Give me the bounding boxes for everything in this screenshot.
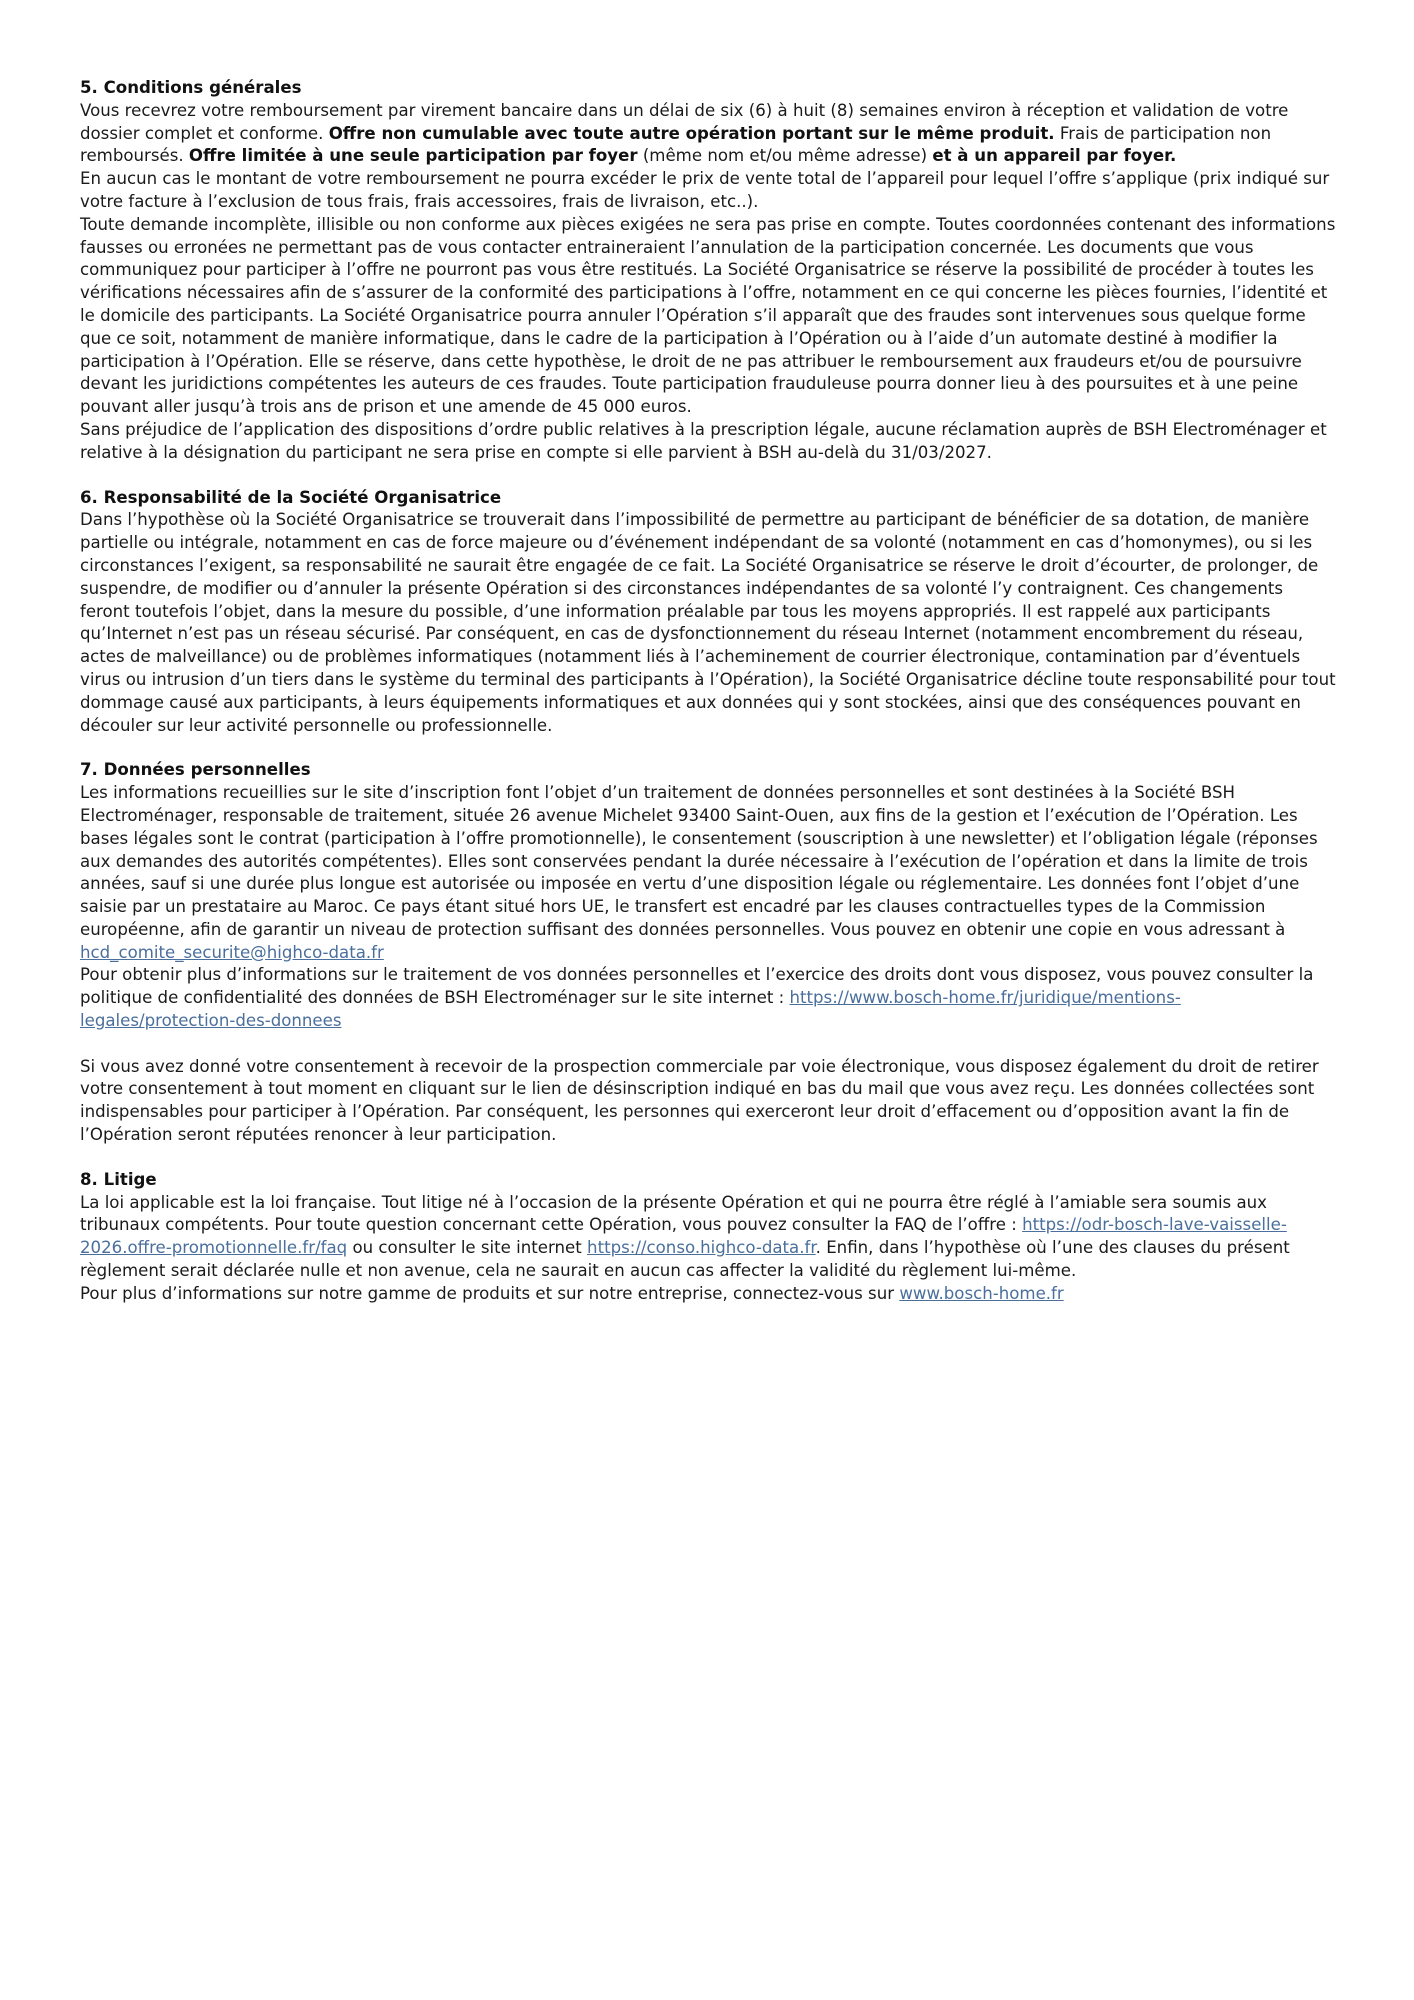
paragraph: Les informations recueillies sur le site d’inscription font l’objet d’un traitement de données personnelles et sont destinées à la Société BSH Electroménager, responsable de traitement, située 26 avenue Michelet 93400 Saint-Ouen, aux fins de la gestion et l’exécution de l’Opération. Les bases légales sont le contrat (participation à l’offre promotionnelle), le consentement (souscription à une newsletter) et l’obligation légale (réponses aux demandes des autorités compétentes). Elles sont conservées pendant la durée nécessaire à l’exécution de l’opération et dans la limite de trois années, sauf si une durée plus longue est autorisée ou imposée en vertu d’une disposition légale ou réglementaire. Les données font l’objet d’une saisie par un prestataire au Maroc. Ce pays étant situé hors UE, le transfert est encadré par les clauses contractuelles types de la Commission européenne, afin de garantir un niveau de protection suffisant des données personnelles. Vous pouvez en obtenir une copie en vous adressant à hcd_comite_securite@highco-data.fr <box>80 783 1318 962</box>
section-responsabilite <box>80 487 1336 738</box>
document-page <box>80 77 1336 1328</box>
section-heading: 8. Litige <box>80 1169 157 1189</box>
paragraph: La loi applicable est la loi française. Tout litige né à l’occasion de la présente Opération et qui ne pourra être réglé à l’amiable sera soumis aux tribunaux compétents. Pour toute question concernant cette Opération, vous pouvez consulter la FAQ de l’offre : https://odr-bosch-lave-vaisselle-2026.offre-promotionnelle.fr/faq ou consulter le site internet https://conso.highco-data.fr. Enfin, dans l’hypothèse où l’une des clauses du présent règlement serait déclarée nulle et non avenue, cela ne saurait en aucun cas affecter la validité du règlement lui-même. <box>80 1192 1290 1281</box>
paragraph: Si vous avez donné votre consentement à recevoir de la prospection commerciale par voie électronique, vous disposez également du droit de retirer votre consentement à tout moment en cliquant sur le lien de désinscription indiqué en bas du mail que vous avez reçu. Les données collectées sont indispensables pour participer à l’Opération. Par conséquent, les personnes qui exerceront leur droit d’effacement ou d’opposition avant la fin de l’Opération seront réputées renoncer à leur participation. <box>80 1056 1319 1145</box>
paragraph: Pour plus d’informations sur notre gamme de produits et sur notre entreprise, connectez-vous sur www.bosch-home.fr <box>80 1283 1064 1303</box>
paragraph: Sans préjudice de l’application des dispositions d’ordre public relatives à la prescription légale, aucune réclamation auprès de BSH Electroménager et relative à la désignation du participant ne sera prise en compte si elle parvient à BSH au-delà du 31/03/2027. <box>80 419 1327 462</box>
section-litige <box>80 1169 1336 1306</box>
paragraph: En aucun cas le montant de votre remboursement ne pourra excéder le prix de vente total de l’appareil pour lequel l’offre s’applique (prix indiqué sur votre facture à l’exclusion de tous frais, frais accessoires, frais de livraison, etc..). <box>80 169 1330 211</box>
bosch-home-link[interactable]: www.bosch-home.fr <box>899 1283 1064 1303</box>
section-heading: 5. Conditions générales <box>80 78 302 97</box>
faq-link[interactable]: https://odr-bosch-lave-vaisselle-2026.offre-promotionnelle.fr/faq <box>80 1215 1287 1258</box>
paragraph: Toute demande incomplète, illisible ou non conforme aux pièces exigées ne sera pas prise en compte. Toutes coordonnées contenant des informations fausses ou erronées ne permettant pas de vous contacter entraineraient l’annulation de la participation concernée. Les documents que vous communiquez pour participer à l’offre ne pourront pas vous être restitués. La Société Organisatrice se réserve la possibilité de procéder à toutes les vérifications nécessaires afin de s’assurer de la conformité des participations à l’offre, notamment en ce qui concerne les pièces fournies, l’identité et le domicile des participants. La Société Organisatrice pourra annuler l’Opération s’il apparaît que des fraudes sont intervenues sous quelque forme que ce soit, notamment de manière informatique, dans le cadre de la participation à l’Opération ou à l’aide d’un automate destiné à modifier la participation à l’Opération. Elle se réserve, dans cette hypothèse, le droit de ne pas attribuer le remboursement aux fraudeurs et/ou de poursuivre devant les juridictions compétentes les auteurs de ces fraudes. Toute participation frauduleuse pourra donner lieu à des poursuites et à une peine pouvant aller jusqu’à trois ans de prison et une amende de 45 000 euros. <box>80 214 1336 417</box>
section-donnees-personnelles <box>80 759 1336 1147</box>
email-link[interactable]: hcd_comite_securite@highco-data.fr <box>80 942 384 962</box>
section-conditions-generales <box>80 77 1336 465</box>
paragraph: Pour obtenir plus d’informations sur le traitement de vos données personnelles et l’exercice des droits dont vous disposez, vous pouvez consulter la politique de confidentialité des données de BSH Electroménager sur le site internet : https://www.bosch-home.fr/juridique/mentions-legales/protection-des-donnees <box>80 965 1314 1031</box>
section-heading: 6. Responsabilité de la Société Organisatrice <box>80 487 502 507</box>
conso-highco-link[interactable]: https://conso.highco-data.fr <box>587 1238 816 1258</box>
paragraph: Dans l’hypothèse où la Société Organisatrice se trouverait dans l’impossibilité de permettre au participant de bénéficier de sa dotation, de manière partielle ou intégrale, notamment en cas de force majeure ou d’événement indépendant de sa volonté (notamment en cas d’homonymes), ou si les circonstances l’exigent, sa responsabilité ne saurait être engagée de ce fait. La Société Organisatrice se réserve le droit d’écourter, de prolonger, de suspendre, de modifier ou d’annuler la présente Opération si des circonstances indépendantes de sa volonté l’y contraignent. Ces changements feront toutefois l’objet, dans la mesure du possible, d’une information préalable par tous les moyens appropriés. Il est rappelé aux participants qu’Internet n’est pas un réseau sécurisé. Par conséquent, en cas de dysfonctionnement du réseau Internet (notamment encombrement du réseau, actes de malveillance) ou de problèmes informatiques (notamment liés à l’acheminement de courrier électronique, contamination par d’éventuels virus ou intrusion d’un tiers dans le système du terminal des participants à l’Opération), la Société Organisatrice décline toute responsabilité pour tout dommage causé aux participants, à leurs équipements informatiques et aux données qui y sont stockées, ainsi que des conséquences pouvant en découler sur leur activité personnelle ou professionnelle. <box>80 510 1336 735</box>
section-heading: 7. Données personnelles <box>80 760 311 780</box>
privacy-policy-link[interactable]: https://www.bosch-home.fr/juridique/mentions-legales/protection-des-donnees <box>80 988 1181 1031</box>
paragraph: Vous recevrez votre remboursement par virement bancaire dans un délai de six (6) à huit (8) semaines environ à réception et validation de votre dossier complet et conforme. Offre non cumulable avec toute autre opération portant sur le même produit. Frais de participation non remboursés. Offre limitée à une seule participation par foyer (même nom et/ou même adresse) et à un appareil par foyer. <box>80 100 1289 166</box>
